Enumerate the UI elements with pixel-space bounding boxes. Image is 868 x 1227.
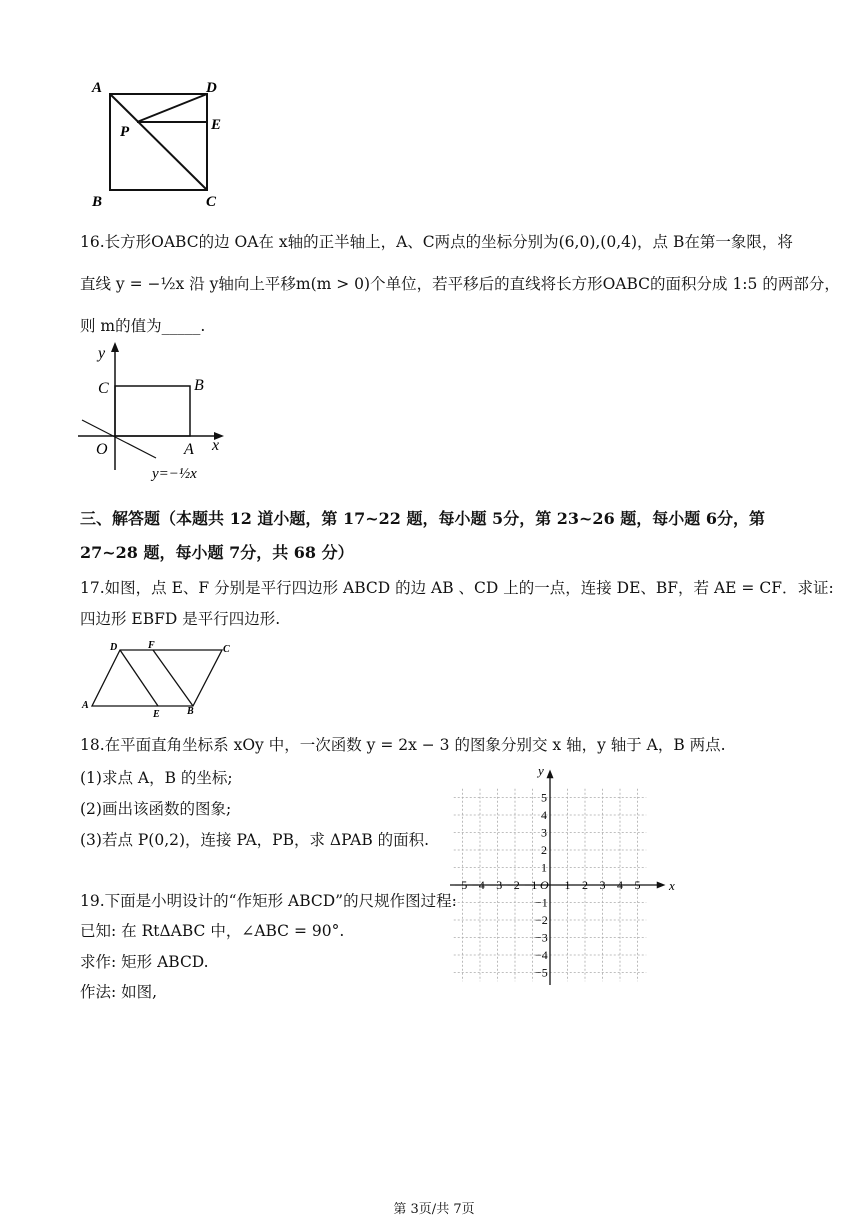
x-tick-label: −2 [507, 878, 520, 892]
label-F: F [148, 640, 155, 651]
x-axis-arrow [657, 882, 666, 889]
y-axis-arrow [547, 770, 554, 779]
q17-line2: 四边形 EBFD 是平行四边形. [80, 610, 281, 628]
q19-line2: 已知: 在 RtΔABC 中，∠ABC = 90°. [80, 922, 345, 940]
q18-sub3: (3)若点 P(0,2)，连接 PA，PB，求 ΔPAB 的面积. [80, 831, 430, 849]
page-footer: 第 3页/共 7页 [393, 1202, 475, 1217]
x-axis-label: x [669, 878, 675, 893]
q16-line3: 则 m的值为_____. [80, 317, 206, 335]
label-B: B [187, 706, 194, 717]
y-tick-label: 3 [541, 825, 547, 840]
x-tick-label: 3 [599, 878, 606, 892]
q19-line4: 作法: 如图, [80, 983, 158, 1001]
rectangle-coordinate-figure [70, 338, 240, 488]
label-O: O [96, 441, 108, 458]
axis-y-label: y [98, 345, 106, 362]
y-tick-label: 2 [541, 843, 547, 857]
x-tick-label: −4 [472, 878, 485, 892]
y-tick-label: 1 [541, 860, 547, 875]
section-3-heading-line2: 27~28 题，每小题 7分，共 68 分） [80, 543, 354, 562]
x-tick-label: 5 [634, 878, 641, 892]
y-tick-label: −5 [535, 965, 548, 980]
q19-line3: 求作: 矩形 ABCD. [80, 953, 209, 971]
q18-sub2: (2)画出该函数的图象; [80, 800, 232, 818]
label-A: A [184, 441, 194, 458]
label-A: A [92, 80, 103, 96]
y-tick-label: −2 [535, 913, 548, 927]
q19-line1: 19.下面是小明设计的“作矩形 ABCD”的尺规作图过程: [80, 892, 457, 910]
y-tick-label: 5 [541, 790, 547, 805]
line-equation: y=−½x [152, 466, 197, 482]
label-B: B [194, 377, 204, 394]
label-E: E [211, 117, 222, 133]
label-C: C [98, 380, 109, 397]
x-tick-label: 4 [617, 878, 623, 892]
y-tick-label: 4 [541, 808, 547, 822]
q16-line1: 16.长方形OABC的边 OA在 x轴的正半轴上，A、C两点的坐标分别为(6,0),(0,4)，点 B在第一象限，将 [80, 233, 793, 251]
q17-line1: 17.如图，点 E、F 分别是平行四边形 ABCD 的边 AB 、CD 上的一点，连接 DE、BF，若 AE = CF．求证: [80, 579, 834, 597]
label-C: C [206, 194, 217, 210]
axis-x-label: x [212, 437, 220, 454]
y-tick-label: −3 [535, 930, 548, 945]
label-E: E [153, 709, 160, 720]
section-3-heading-line1: 三、解答题（本题共 12 道小题，第 17~22 题，每小题 5分，第 23~26 题，每小题 6分，第 [80, 509, 765, 528]
coordinate-grid [450, 765, 690, 985]
origin-label: O [540, 878, 549, 892]
q16-line2: 直线 y = −½x 沿 y轴向上平移m(m > 0)个单位，若平移后的直线将长方形OABC的面积分成 1:5 的两部分， [80, 275, 840, 293]
x-tick-label: −1 [524, 878, 538, 892]
parallelogram-figure [80, 638, 240, 720]
y-tick-label: −4 [535, 948, 548, 962]
label-P: P [120, 124, 130, 140]
label-D: D [206, 80, 217, 96]
y-axis-label: y [538, 765, 544, 778]
q18-sub1: (1)求点 A，B 的坐标; [80, 769, 233, 787]
x-tick-label: −3 [489, 878, 503, 892]
x-tick-label: 2 [582, 878, 588, 892]
q18-line1: 18.在平面直角坐标系 xOy 中，一次函数 y = 2x − 3 的图象分别交 x 轴，y 轴于 A，B 两点. [80, 736, 726, 754]
y-tick-label: −1 [535, 895, 548, 910]
label-A: A [82, 700, 89, 711]
x-tick-label: −5 [454, 878, 468, 892]
square-figure [86, 72, 236, 212]
x-tick-label: 1 [564, 878, 571, 892]
label-C: C [223, 644, 230, 655]
label-B: B [92, 194, 103, 210]
label-D: D [110, 642, 118, 653]
